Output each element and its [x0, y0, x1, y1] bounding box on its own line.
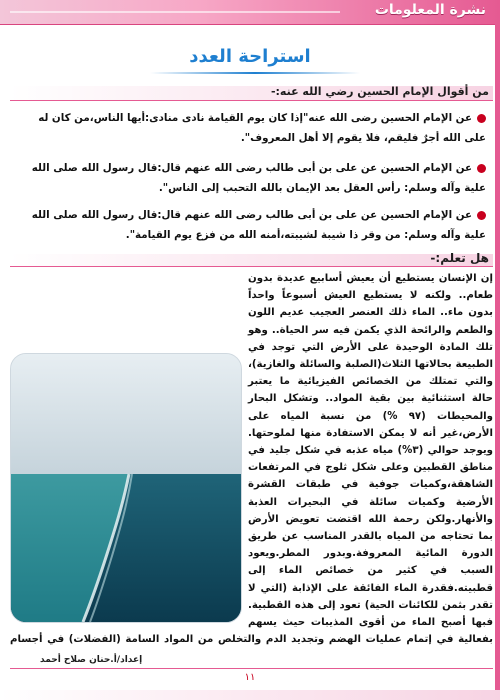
red-bullet-icon — [477, 211, 486, 220]
quote-item — [14, 205, 486, 245]
red-bullet-icon — [477, 164, 486, 173]
footer-line — [10, 668, 493, 669]
article-body-text: إن الإنسان يستطيع أن يعيش أسابيع عديدة بدون طعام.. ولكنه لا يستطيع العيش أسبوعاً واحداً بدون ماء.. الماء ذلك العنصر العجيب عديم اللون والطعم والرائحة الذي يكمن فيه سر الحياة.. وهو تلك المادة الوحيدة على الأرض التي توجد في الطبيعة بحالاتها الثلاث(الصلبة والسائلة والغازية)، والتي تمتلك من الخصائص الفيزيائية ما يعتبر حالة استثنائية بين بقية المواد.. وتشكل البحار والمحيطات (٩٧ %) من نسبة المياه على الأرض،غير أنه لا يمكن الاستفادة منها لملوحتها. ويوجد حوالي (٣%) مياه عذبه في شكل جليد في مناطق القطبين وعلى شكل ثلوج في المرتفعات الشاهقة،وكميات جوفية في طبقات القشرة الأرضية وكميات سائلة في البحيرات العذبة والأنهار.ولكن رحمة الله اقتضت تعويض الأرض بما تحتاجه من المياه بالقدر المناسب عن طريق الدورة المائية المعروفة.وبدور المطر.ويعود السبب في كثير من خصائص الماء إلى قطبيته.فقدرة الماء الفائقة على الإذابة (التي لا تقدر بثمن للكائنات الحية) تعود إلى هذه القطبية. فبها أصبح الماء من أقوى المذيبات حيث يسهم بفعالية في إتمام عمليات الهضم وتجديد الدم والتخلص من المواد السامة (الفضلات) في أجسام — [10, 273, 493, 646]
article-title-wrap — [130, 46, 370, 72]
header-decoration-line — [10, 11, 340, 13]
header-band — [0, 0, 500, 25]
sea-meeting-photo — [10, 353, 242, 623]
quote-text: عن الإمام الحسين عن على بن أبى طالب رضى الله عنهم قال:قال رسول الله صلى الله علية وآله وسلم: من وقر ذا شيبة لشيبته،أمنه الله من فزع يوم القيامة". — [31, 209, 486, 241]
quote-text: عن الإمام الحسين رضى الله عنه"إذا كان يوم القيامة نادى منادى:أيها الناس،من كان له على الله أجرٌ فليقم، فلا يقوم إلا أهل المعروف". — [38, 112, 486, 144]
section-name: نشرة المعلومات — [374, 2, 486, 18]
sea-photo-graphic — [11, 354, 241, 622]
quote-text: عن الإمام الحسين عن على بن أبى طالب رضى الله عنهم قال:قال رسول الله صلى الله علية وآله وسلم: رأس العقل بعد الإيمان بالله التحبب إلى الناس". — [31, 162, 486, 194]
side-accent-strip — [495, 24, 500, 700]
quote-item — [14, 108, 486, 148]
quotes-heading-bar — [10, 86, 493, 101]
quote-item — [14, 158, 486, 198]
author-credit: إعداد/أ.حنان صلاح أحمد — [36, 655, 146, 665]
article-title: استراحة العدد — [189, 46, 311, 67]
bottom-band — [0, 690, 500, 700]
did-you-know-heading: هل تعلم:- — [430, 251, 489, 265]
did-you-know-bar — [10, 251, 493, 267]
title-underline — [150, 72, 360, 74]
page-number: ١١ — [244, 672, 256, 683]
quotes-heading: من أقوال الإمام الحسين رضي الله عنه:- — [270, 85, 489, 98]
red-bullet-icon — [477, 114, 486, 123]
